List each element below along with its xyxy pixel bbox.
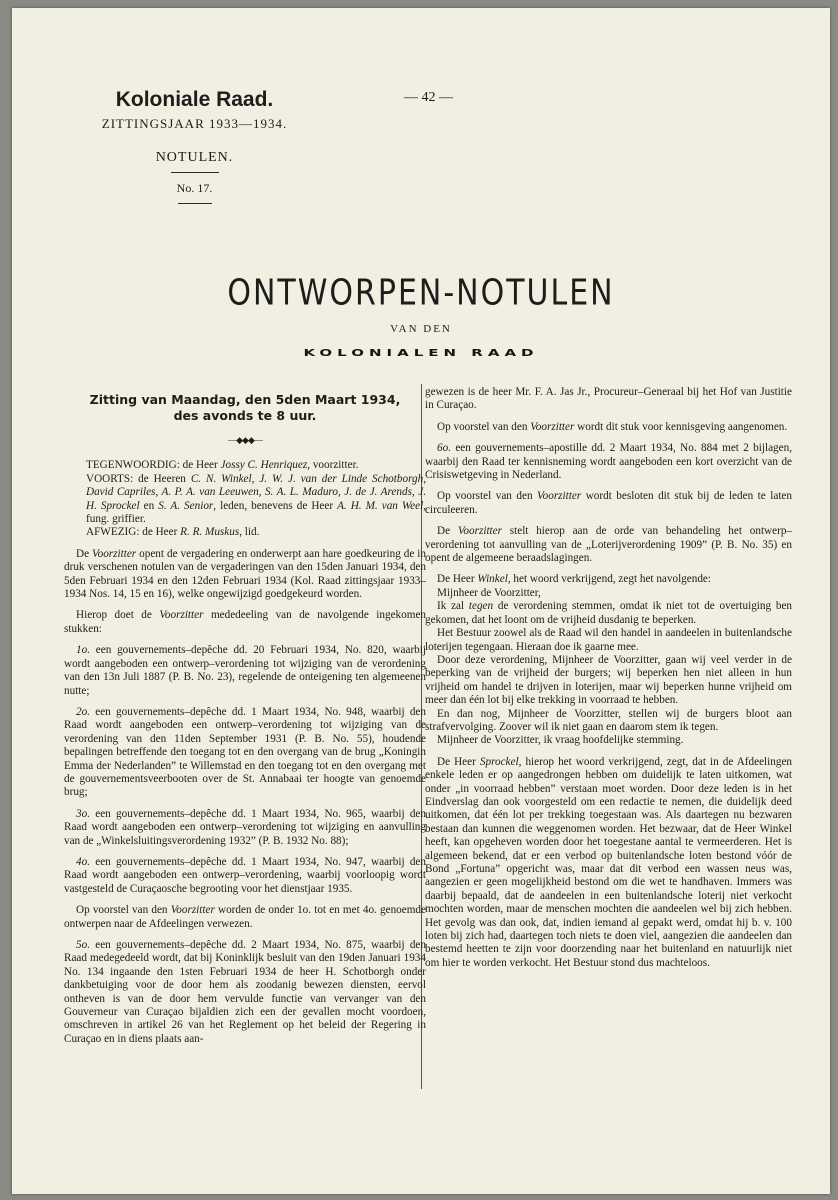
page-number: — 42 — [404,90,453,105]
attendance-present: TEGENWOORDIG: de Heer Jossy C. Henriquez, voorzitter. [86,459,359,472]
speech-paragraph: Het Bestuur zoowel als de Raad wil den handel in aandeelen in buitenlandsche loterijen tegengaan. Hieraan doe ik gaarne mee. [425,627,792,653]
paragraph: Op voorstel van den Voorzitter worden de onder 1o. tot en met 4o. genoemde ontwerpen naar de Afdeelingen verwezen. [64,904,426,930]
paragraph: 2o. een gouvernements–depêche dd. 1 Maart 1934, No. 948, waarbij den Raad wordt aangeboden een ontwerp–verordening tot wijziging van de verordening van den 11den September 1931 (P. B. No. 55), houdende bepalingen betreffende den toegang tot en den overgang van de brug „Koningin Emma der Nederlanden” te Willemstad en den toegang tot en den overgang met de gouvernementsveerbooten over de St. Annabaai ter hoogte van genoemde brug; [64,705,426,799]
paragraph: 1o. een gouvernements–depêche dd. 20 Februari 1934, No. 820, waarbij wordt aangeboden een ontwerp–verordening tot wijziging van de verordening van den 13n Juli 1887 (P. B. No. 23), regelende de onteigening ten algemeenen nutte; [64,644,426,697]
paragraph: Hierop doet de Voorzitter mededeeling van de navolgende ingekomen stukken: [64,609,426,635]
divider-rule [171,172,219,173]
paragraph: 3o. een gouvernements–depêche dd. 1 Maart 1934, No. 965, waarbij den Raad wordt aangeboden een ontwerp–verordening tot wijziging en aanvulling van de „Winkelsluitingsverordening 1932” (P. B. 1932 No. 88); [64,807,426,847]
speech-paragraph: Mijnheer de Voorzitter, ik vraag hoofdelijke stemming. [437,734,684,747]
title-subline: VAN DEN [390,323,452,335]
document-page [12,8,830,1194]
paragraph: De Voorzitter opent de vergadering en onderwerpt aan hare goedkeuring de in druk verschenen notulen van de vergaderingen van den 15den Januari 1934, den 5den Februari 1934 en den 12den Februari 1934 (Kol. Raad zittingsjaar 1933–1934 Nos. 14, 15 en 16), welke ongewijzigd goedgekeurd worden. [64,547,427,601]
speech-paragraph: Door deze verordening, Mijnheer de Voorzitter, gaan wij veel verder in de beperking van de vrijheid der burgers; wij beperken hen niet alleen in hun vrijheid om handel te drijven in loterijen, maar wij beperken hunne vrijheid om meer dan één lot bij elke trekking in voorraad te hebben. [425,653,792,707]
paragraph: De Heer Winkel, het woord verkrijgend, zegt het navolgende: [437,573,712,586]
council-banner: KOLONIALEN RAAD [303,347,539,359]
paragraph: gewezen is de heer Mr. F. A. Jas Jr., Procureur–Generaal bij het Hof van Justitie in Curaçao. [425,386,792,412]
speech-paragraph: Ik zal tegen de verordening stemmen, omdat ik niet tot de overtuiging ben gekomen, dat het loont om de vrijheid dusdanig te beperken. [425,600,793,626]
paragraph: 6o. een gouvernements–apostille dd. 2 Maart 1934, No. 884 met 2 bijlagen, waarbij den Raad ter kennisneming wordt aangeboden een kort overzicht van de Crisiswetgeving in Nederland. [425,442,792,482]
session-year: ZITTINGSJAAR 1933—1934. [101,116,288,131]
paragraph: Op voorstel van den Voorzitter wordt besloten dit stuk bij de leden te laten circuleeren. [425,490,792,516]
divider-rule [178,203,212,204]
sitting-heading: Zitting van Maandag, den 5den Maart 1934, des avonds te 8 uur. [89,392,401,423]
left-column [64,386,426,1054]
document-title: ONTWORPEN-NOTULEN [227,272,615,315]
notulen-label: NOTULEN. [155,150,234,165]
paragraph: 4o. een gouvernements–depêche dd. 1 Maart 1934, No. 947, waarbij den Raad wordt aangeboden een ontwerp–verordening, waarbij voorloopig wordt vastgesteld de Curaçaosche begrooting voor het dienstjaar 1935. [64,855,426,895]
speech-paragraph: En dan nog, Mijnheer de Voorzitter, stellen wij de burgers bloot aan strafvervolging. Zoover wil ik niet gaan en daarom stem ik tegen. [425,707,792,733]
masthead [82,88,307,204]
paragraph: Op voorstel van den Voorzitter wordt dit stuk voor kennisgeving aangenomen. [437,420,788,433]
ornament: —◆◆◆— [228,435,262,445]
council-name: Koloniale Raad. [115,88,274,111]
issue-number: No. 17. [176,181,213,195]
paragraph: 5o. een gouvernements–depêche dd. 2 Maart 1934, No. 875, waarbij den Raad medegedeeld wordt, dat bij Koninklijk besluit van den 19den Januari 1934 No. 134 ingaande den 1sten Februari 1934 de heer H. Schotborgh onder dankbetuiging voor de door hem als zoodanig bewezen diensten, eervol ontheven is van de door hem vervulde functie van vervanger van den Gouverneur van Curaçao bijaldien zich een der gevallen mocht voordoen, omschreven in artikel 26 van het Reglement op het beleid der Regering in Curaçao en in diens plaats aan- [64,939,426,1045]
right-column [425,386,792,978]
paragraph: De Heer Sprockel, hierop het woord verkrijgend, zegt, dat in de Afdeelingen enkele leden er op aangedrongen hebben om duidelijk te laten uitkomen, wat onder „in voorraad hebben” verstaan moet worden. Door deze leden is in het Eindverslag dan ook voorgesteld om een redactie te nemen, die duidelijk deed uitkomen, dat één lot per trekking toegestaan was. Als daartegen nu bezwaren bestaan dan kunnen die weggenomen worden. Het bezwaar, dat de Heer Winkel heeft, kan opgeheven worden door het toegestane aantal te vermeerderen. Het is algemeen bekend, dat er een verbod op buitenlandsche loten bestond vóór de Bond „Fortuna” opgericht was, maar dat dit verbod een wassen neus was, aangezien er geen mogelijkheid bestond om die wet te handhaven. Immers was daarbij bepaald, dat de aandeelen in een buitenlandsche loterij niet verkocht mochten worden, maar de menschen mochten die aandeelen wel bij zich hebben. Het gevolg was dan ook, dat, indien iemand al gepakt werd, omdat hij b. v. 100 loten bij zich had, daartegen toch niets te doen viel, aangezien die aandeelen dan bestemd heetten te zijn voor doorzending naar het buitenland en natuurlijk niet om hier te worden verkocht. Het Bestuur stond dus machteloos. [425,755,793,969]
speech-salutation: Mijnheer de Voorzitter, [437,586,541,599]
attendance-also: VOORTS: de Heeren C. N. Winkel, J. W. J. van der Linde Schotborgh, David Capriles, A. P. A. van Leeuwen, S. A. L. Maduro, J. de J. Arends, J. H. Sprockel en S. A. Senior, leden, benevens de Heer A. H. M. van Weel, fung. griffier. [86,472,427,526]
attendance-absent: AFWEZIG: de Heer R. R. Muskus, lid. [86,526,260,539]
paragraph: De Voorzitter stelt hierop aan de orde van behandeling het ontwerp–verordening tot aanvulling van de „Loterijverordening 1909” (P. B. No. 35) en opent de algemeene beraadslagingen. [425,525,793,565]
